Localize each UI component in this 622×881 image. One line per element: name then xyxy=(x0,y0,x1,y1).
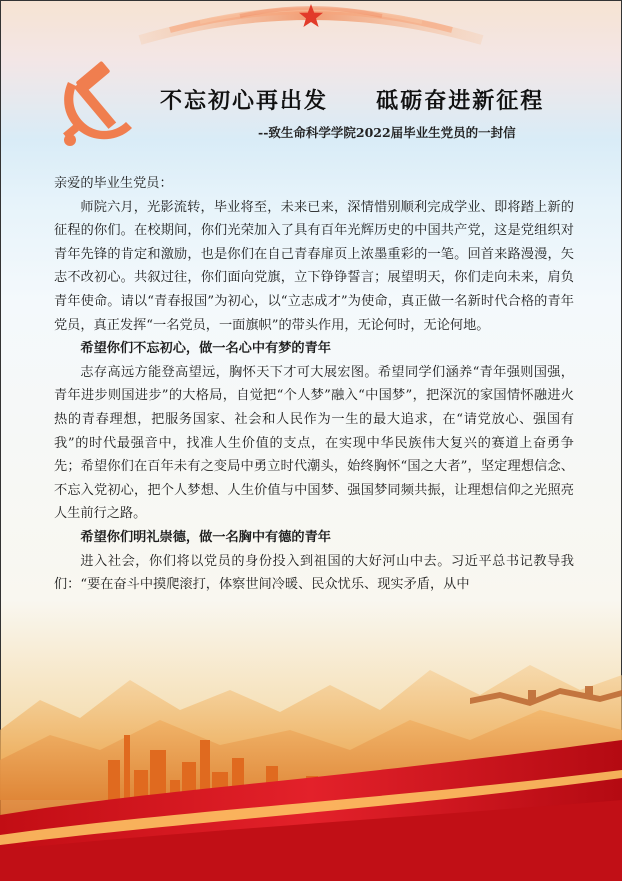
section-heading-1: 希望你们不忘初心，做一名心中有梦的青年 xyxy=(80,341,331,357)
letter-title: 不忘初心再出发 砥砺奋进新征程 xyxy=(160,88,545,114)
section-heading-2: 希望你们明礼崇德，做一名胸中有德的青年 xyxy=(80,529,331,545)
star-icon xyxy=(298,3,324,29)
top-decoration xyxy=(0,0,622,60)
paragraph-3: 进入社会，你们将以党员的身份投入到祖国的大好河山中去。习近平总书记教导我们：“要在奋斗中摸爬滚打，体察世间冷暖、民众忧乐、现实矛盾，从中 xyxy=(54,553,574,593)
salutation: 亲爱的毕业生党员： xyxy=(54,176,173,191)
letter-subtitle: --致生命科学学院2022届毕业生党员的一封信 xyxy=(258,125,516,140)
paragraph-1: 师院六月，光影流转，毕业将至，未来已来，深情惜别顺利完成学业、即将踏上新的征程的你们。在校期间，你们光荣加入了具有百年光辉历史的中国共产党，这是党组织对青年先锋的肯定和激励，也是你们在自己青春扉页上浓墨重彩的一笔。回首来路漫漫，矢志不改初心。共叙过往，你们面向党旗，立下铮铮誓言；展望明天，你们走向未来，肩负青年使命。请以“青春报国”为初心，以“立志成才”为使命，真正做一名新时代合格的青年党员，真正发挥“一名党员，一面旗帜”的带头作用，无论何时，无论何地。 xyxy=(54,199,574,333)
letter-body xyxy=(54,172,574,597)
bottom-scenery xyxy=(0,640,622,881)
paragraph-2: 志存高远方能登高望远，胸怀天下才可大展宏图。希望同学们涵养“青年强则国强，青年进步则国进步”的大格局，自觉把“个人梦”融入“中国梦”，把深沉的家国情怀融进火热的青春理想，把服务国家、社会和人民作为一生的最大追求，在“请党放心、强国有我”的时代最强音中，找准人生价值的支点，在实现中华民族伟大复兴的赛道上奋勇争先；希望你们在百年未有之变局中勇立时代潮头，始终胸怀“国之大者”，坚定理想信念、不忘入党初心，把个人梦想、人生价值与中国梦、强国梦同频共振，让理想信仰之光照亮人生前行之路。 xyxy=(54,364,574,522)
hammer-sickle-icon xyxy=(54,56,138,146)
